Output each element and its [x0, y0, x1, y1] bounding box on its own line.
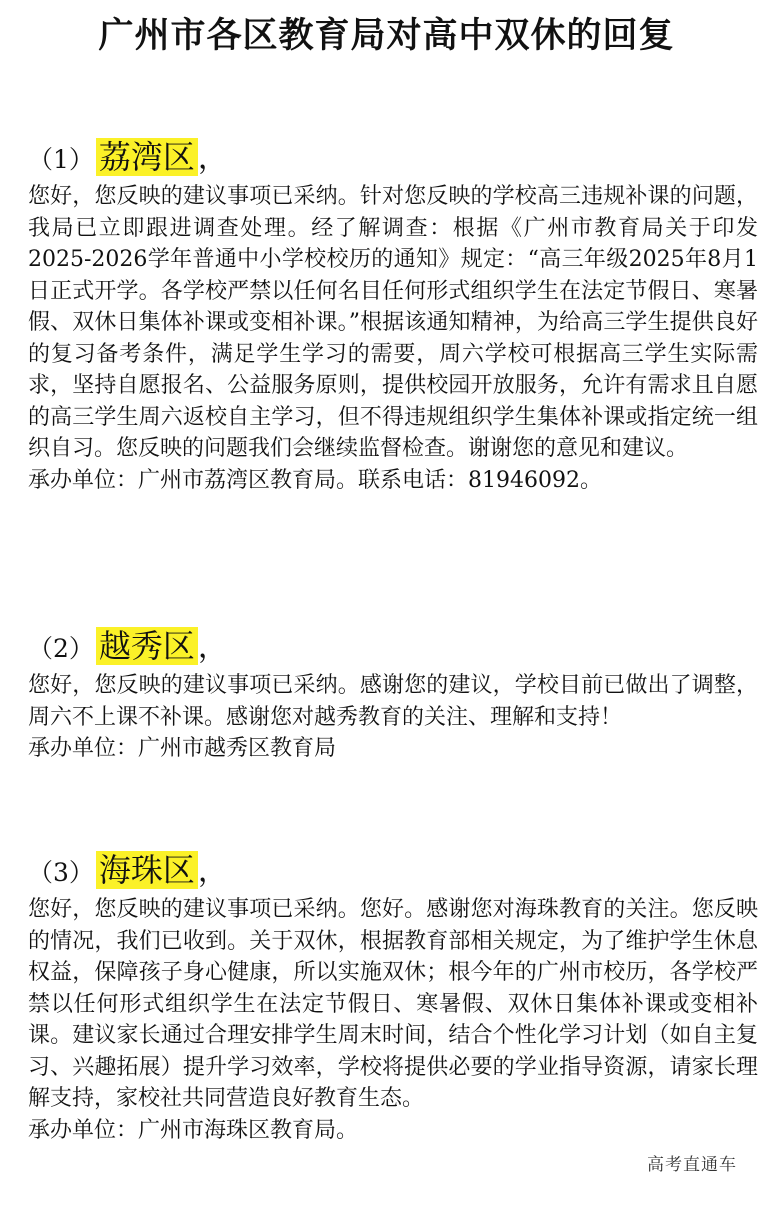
- section-liwan: [28, 133, 758, 496]
- section-heading: [28, 846, 758, 894]
- district-name-highlight: 海珠区: [96, 851, 198, 889]
- district-name-highlight: 荔湾区: [96, 138, 198, 176]
- section-haizhu: [28, 846, 758, 1146]
- watermark: 高考直通车: [647, 1155, 737, 1175]
- heading-punctuation: ，: [197, 630, 228, 665]
- section-number: （3）: [28, 858, 94, 887]
- section-yuexiu: [28, 622, 758, 765]
- heading-punctuation: ，: [197, 854, 228, 889]
- section-heading: [28, 622, 758, 670]
- reply-body: 您好，您反映的建议事项已采纳。您好。感谢您对海珠教育的关注。您反映的情况，我们已收到。关于双休，根据教育部相关规定，为了维护学生休息权益，保障孩子身心健康，所以实施双休；根今年的广州市校历，各学校严禁以任何形式组织学生在法定节假日、寒暑假、双休日集体补课或变相补课。建议家长通过合理安排学生周末时间，结合个性化学习计划（如自主复习、兴趣拓展）提升学习效率，学校将提供必要的学业指导资源，请家长理解支持，家校社共同营造良好教育生态。: [28, 897, 758, 1111]
- page-title: 广州市各区教育局对高中双休的回复: [98, 16, 675, 56]
- heading-punctuation: ，: [197, 141, 228, 176]
- contact-info: 承办单位：广州市越秀区教育局: [28, 736, 337, 761]
- contact-info: 承办单位：广州市荔湾区教育局。联系电话：81946092。: [28, 467, 602, 493]
- reply-body: 您好，您反映的建议事项已采纳。针对您反映的学校高三违规补课的问题，我局已立即跟进调查处理。经了解调查：根据《广州市教育局关于印发2025-2026学年普通中小学校校历的通知》规定：“高三年级2025年8月1日正式开学。各学校严禁以任何名目任何形式组织学生在法定节假日、寒暑假、双休日集体补课或变相补课。”根据该通知精神，为给高三学生提供良好的复习备考条件，满足学生学习的需要，周六学校可根据高三学生实际需求，坚持自愿报名、公益服务原则，提供校园开放服务，允许有需求且自愿的高三学生周六返校自主学习，但不得违规组织学生集体补课或指定统一组织自习。您反映的问题我们会继续监督检查。谢谢您的意见和建议。: [28, 184, 758, 461]
- section-number: （2）: [28, 634, 94, 663]
- district-name-highlight: 越秀区: [96, 627, 198, 665]
- section-heading: [28, 133, 758, 181]
- reply-body: 您好，您反映的建议事项已采纳。感谢您的建议，学校目前已做出了调整，周六不上课不补课。感谢您对越秀教育的关注、理解和支持！: [28, 673, 758, 730]
- contact-info: 承办单位：广州市海珠区教育局。: [28, 1117, 359, 1143]
- section-number: （1）: [28, 145, 94, 174]
